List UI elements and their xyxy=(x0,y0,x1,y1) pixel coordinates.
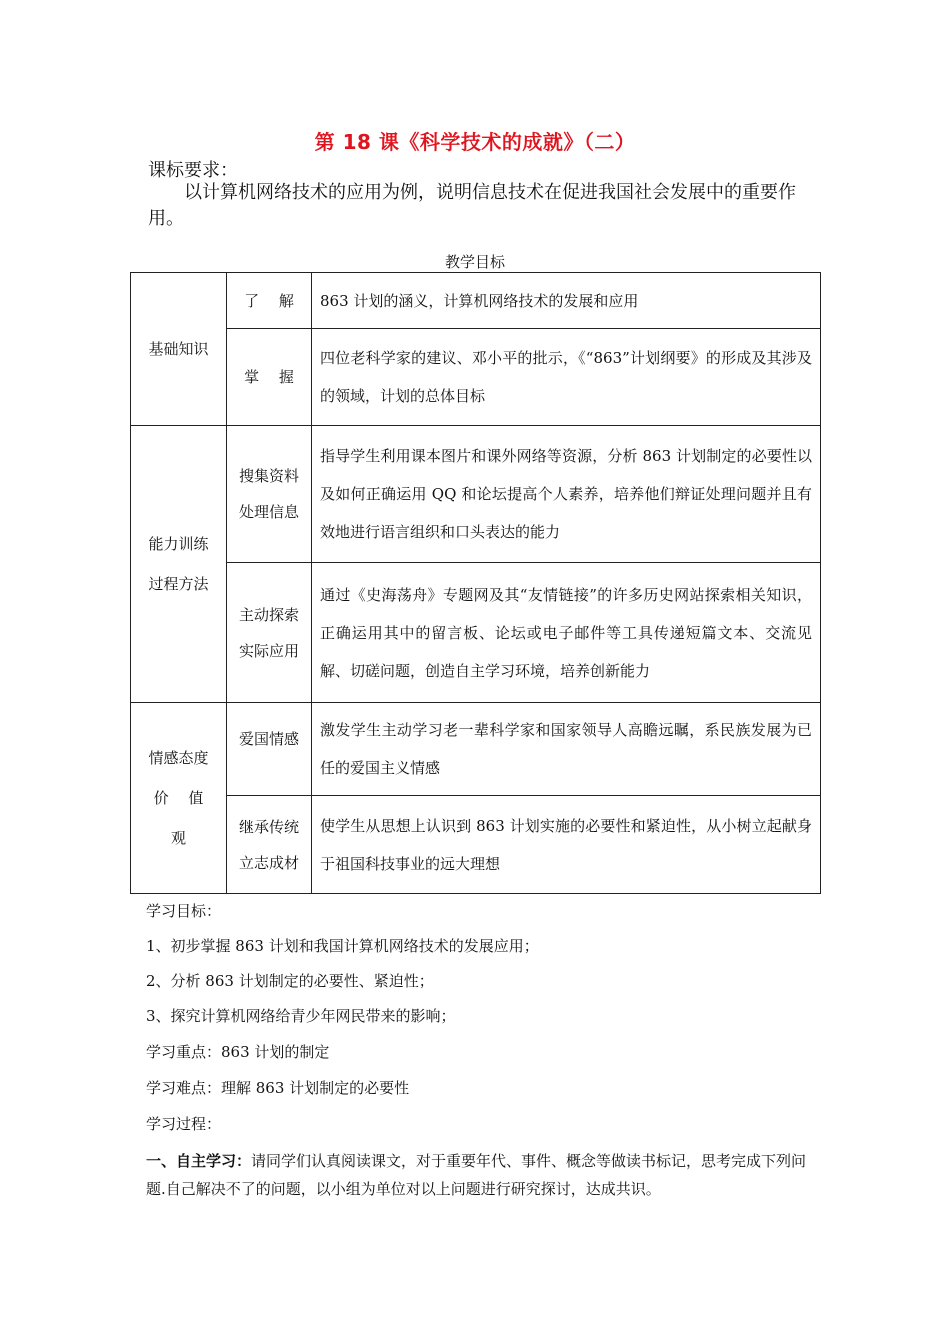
category-line: 观 xyxy=(170,829,186,847)
category-line: 能力训练 xyxy=(148,535,209,553)
content-collect-info: 指导学生利用课本图片和课外网络等资源，分析 863 计划制定的必要性以及如何正确运用 QQ 和论坛提高个人素养，培养他们辩证处理问题并且有效地进行语言组织和口头表达的能力 xyxy=(312,426,821,563)
content-understand: 863 计划的涵义，计算机网络技术的发展和应用 xyxy=(312,273,821,329)
category-basic-knowledge: 基础知识 xyxy=(131,273,227,426)
table-caption: 教学目标 xyxy=(444,253,505,271)
process-heading: 学习过程： xyxy=(146,1115,222,1133)
category-ability-training xyxy=(131,426,227,703)
requirements-body: 以计算机网络技术的应用为例，说明信息技术在促进我国社会发展中的重要作用。 xyxy=(148,182,796,229)
sub-understand: 了 解 xyxy=(227,273,312,329)
self-study-paragraph xyxy=(146,1147,816,1203)
sub-line: 搜集资料 xyxy=(238,467,299,485)
sub-line: 处理信息 xyxy=(238,503,299,521)
sub-patriotism: 爱国情感 xyxy=(227,703,312,796)
sub-line: 继承传统 xyxy=(238,817,299,836)
goal-item: 2、分析 863 计划制定的必要性、紧迫性； xyxy=(146,972,434,990)
category-line: 情感态度 xyxy=(148,749,209,767)
sub-collect-info xyxy=(227,426,312,563)
category-line: 过程方法 xyxy=(148,575,209,593)
sub-line: 主动探索 xyxy=(238,605,299,624)
self-study-text: 请同学们认真阅读课文，对于重要年代、事件、概念等做读书标记，思考完成下列问题.自己解决不了的问题，以小组为单位对以上问题进行研究探讨，达成共识。 xyxy=(146,1152,807,1198)
category-line: 价 值 xyxy=(153,789,204,807)
category-emotion-values xyxy=(131,703,227,894)
self-study-label: 一、自主学习： xyxy=(146,1152,252,1170)
focus-line: 学习重点：863 计划的制定 xyxy=(146,1043,330,1061)
goals-heading: 学习目标： xyxy=(146,902,222,920)
sub-inherit-tradition xyxy=(227,796,312,894)
content-master: 四位老科学家的建议、邓小平的批示，《“863”计划纲要》的形成及其涉及的领域，计划的总体目标 xyxy=(312,329,821,426)
goal-item: 3、探究计算机网络给青少年网民带来的影响； xyxy=(146,1007,456,1025)
goal-item: 1、初步掌握 863 计划和我国计算机网络技术的发展应用； xyxy=(146,937,539,955)
difficulty-line: 学习难点：理解 863 计划制定的必要性 xyxy=(146,1079,410,1097)
sub-line: 实际应用 xyxy=(238,641,299,660)
content-patriotism: 激发学生主动学习老一辈科学家和国家领导人高瞻远瞩，系民族发展为已任的爱国主义情感 xyxy=(312,703,821,796)
sub-line: 立志成材 xyxy=(238,853,299,872)
sub-explore-apply xyxy=(227,563,312,703)
content-inherit-tradition: 使学生从思想上认识到 863 计划实施的必要性和紧迫性，从小树立起献身于祖国科技事业的远大理想 xyxy=(312,796,821,894)
teaching-goals-table xyxy=(130,272,821,894)
requirements-heading: 课标要求： xyxy=(148,160,238,181)
content-explore-apply: 通过《史海荡舟》专题网及其“友情链接”的许多历史网站探索相关知识，正确运用其中的留言板、论坛或电子邮件等工具传递短篇文本、交流见解、切磋问题，创造自主学习环境，培养创新能力 xyxy=(312,563,821,703)
sub-master: 掌 握 xyxy=(227,329,312,426)
page-title: 第 18 课《科学技术的成就》（二） xyxy=(314,130,636,154)
